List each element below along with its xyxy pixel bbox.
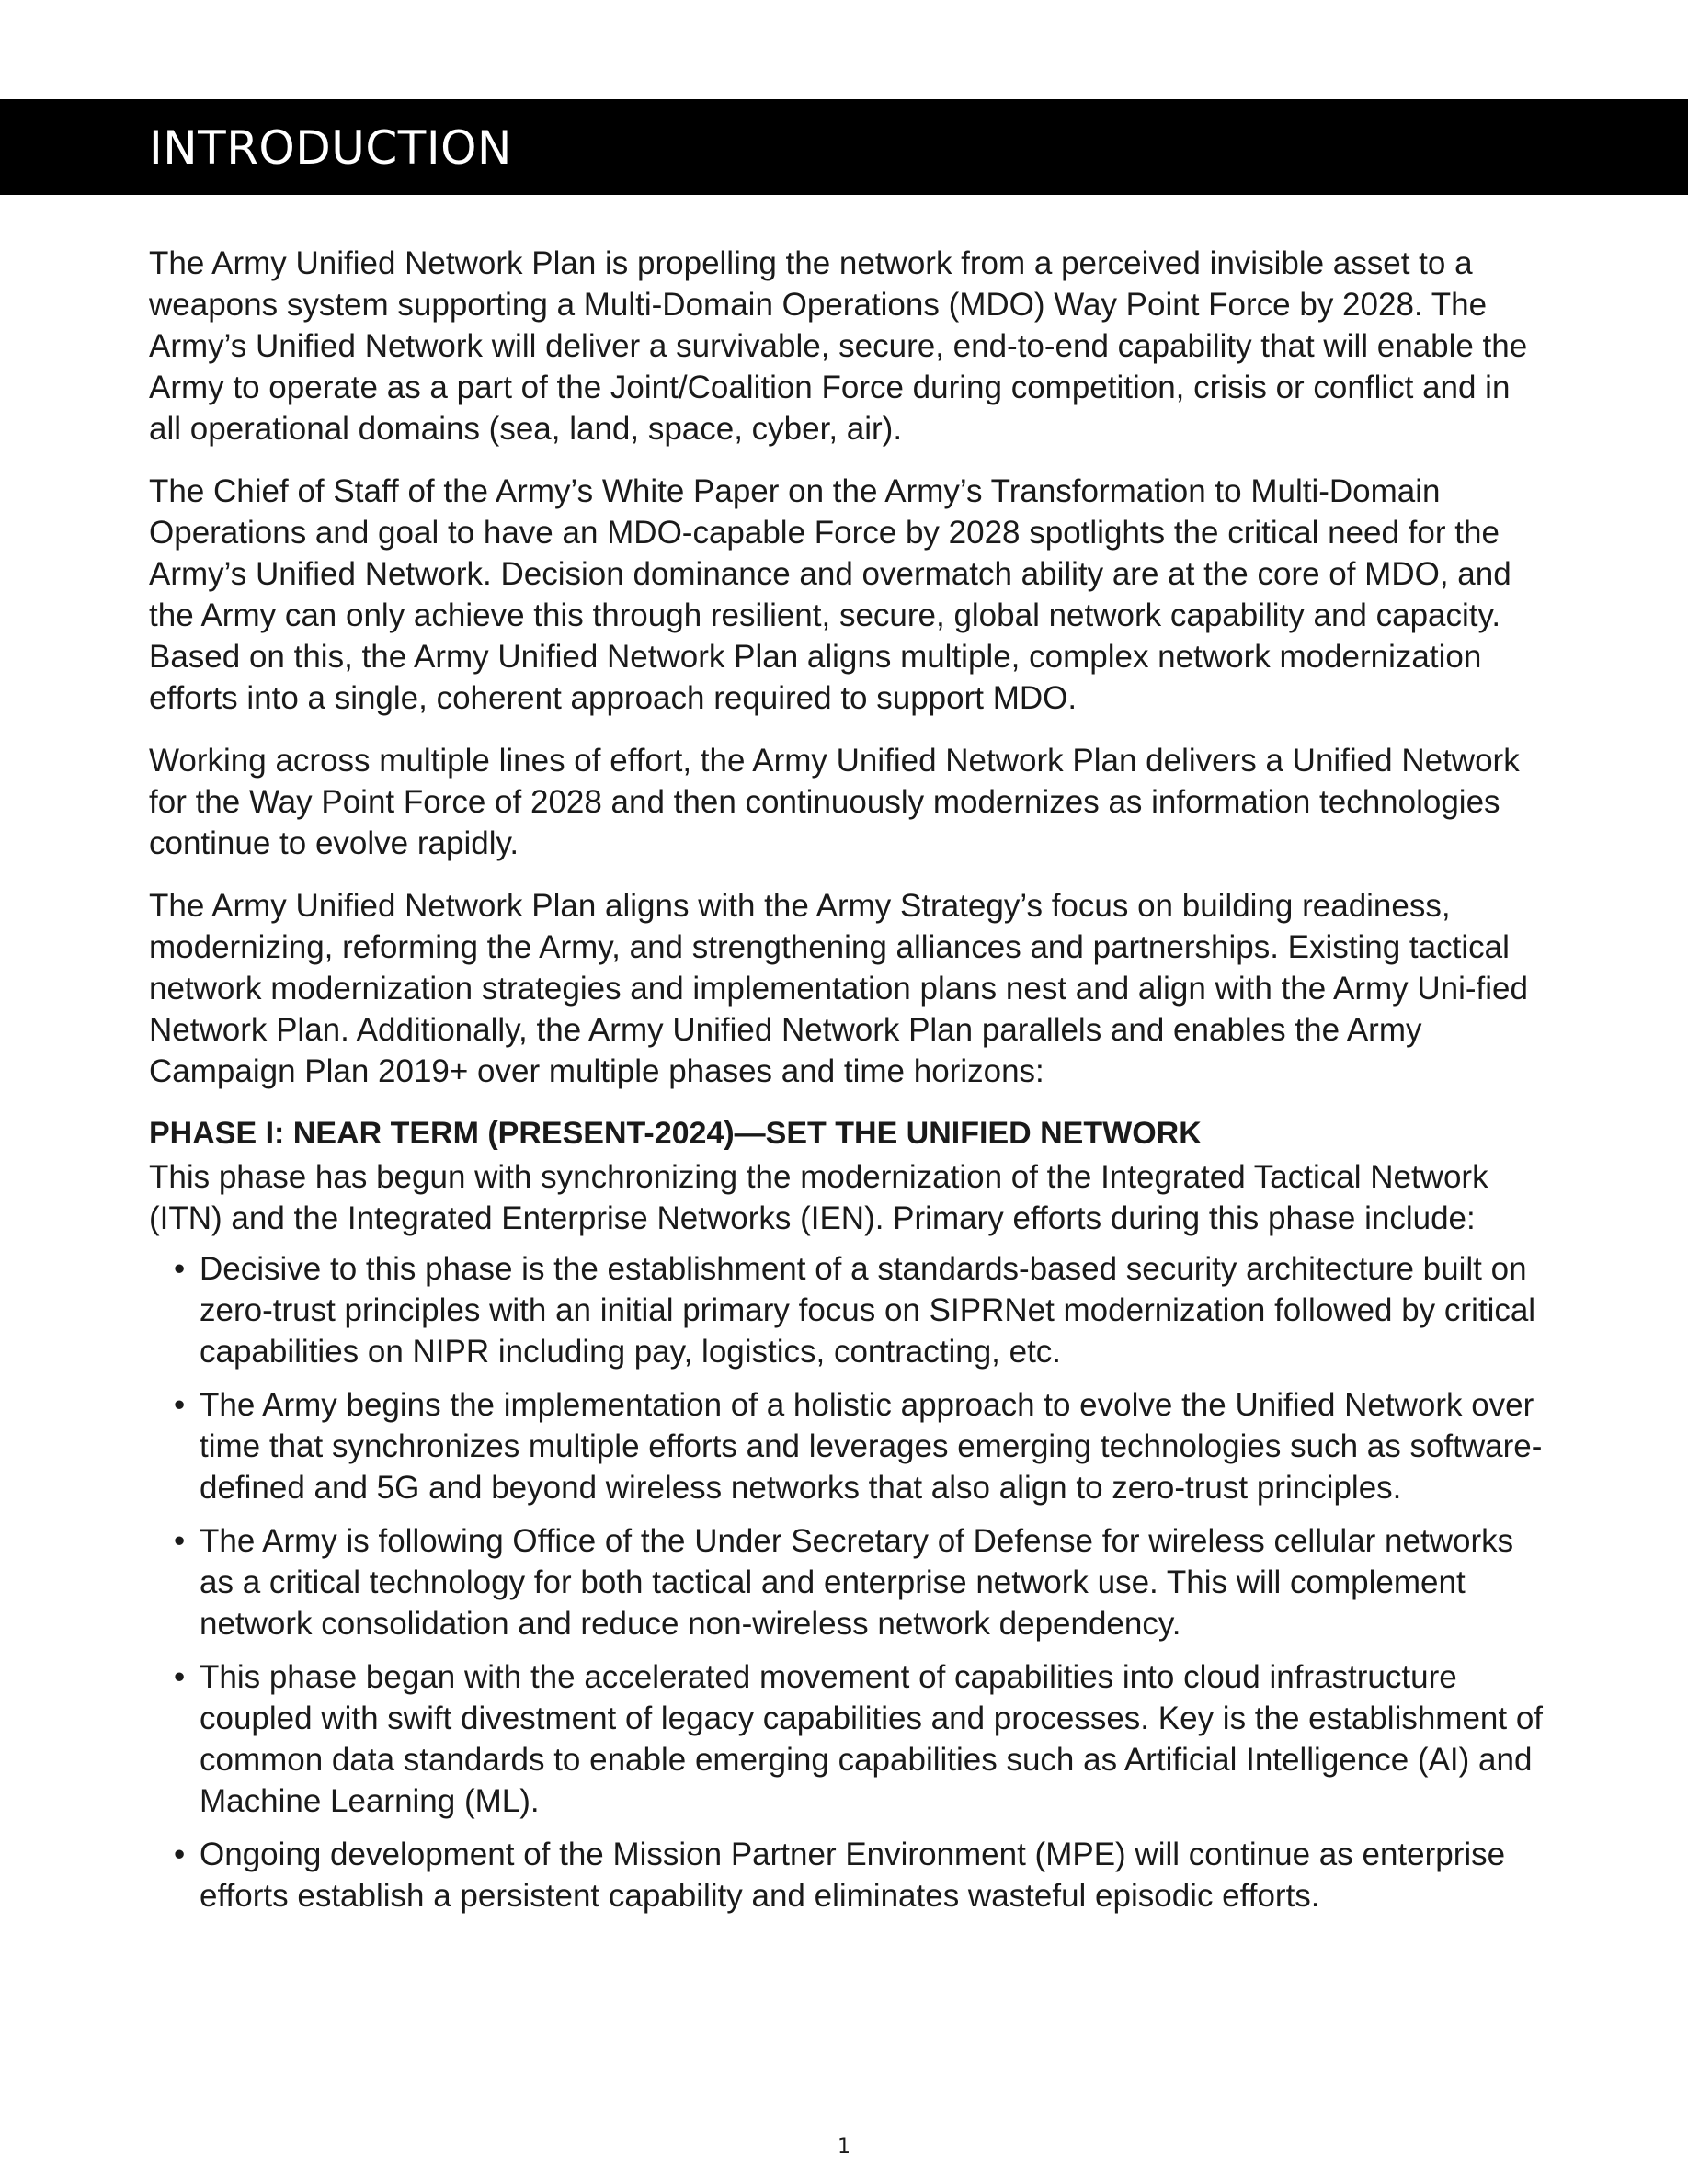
document-body	[149, 243, 1546, 1928]
intro-paragraph-1: The Army Unified Network Plan is propelling the network from a perceived invisible asset to a weapons system supporting a Multi-Domain Operations (MDO) Way Point Force by 2028. The Army’s Unified Network will deliver a survivable, secure, end-to-end capability that will enable the Army to operate as a part of the Joint/Coalition Force during competition, crisis or conflict and in all operational domains (sea, land, space, cyber, air).	[149, 245, 1528, 447]
list-item-text: Ongoing development of the Mission Partner Environment (MPE) will continue as enterprise efforts establish a persistent capability and eliminates wasteful episodic efforts.	[200, 1837, 1506, 1914]
phase-1-bullet-list	[149, 1248, 1546, 1917]
list-item-text: The Army is following Office of the Under Secretary of Defense for wireless cellular networks as a critical technology for both tactical and enterprise network use. This will complement network consolidation and reduce non-wireless network dependency.	[200, 1523, 1514, 1642]
bullet-icon: •	[174, 1251, 186, 1287]
bullet-icon: •	[174, 1387, 186, 1423]
list-item-text: This phase began with the accelerated movement of capabilities into cloud infrastructure coupled with swift divestment of legacy capabilities and processes. Key is the establishment of common data standards to enable emerging capabilities such as Artificial Intelligence (AI) and Machine Learning (ML).	[200, 1659, 1544, 1819]
list-item	[149, 1834, 1546, 1917]
intro-paragraph-4: The Army Unified Network Plan aligns with the Army Strategy’s focus on building readiness, modernizing, reforming the Army, and strengthening alliances and partnerships. Existing tactical network modernization strategies and implementation plans nest and align with the Army Uni-fied Network Plan. Additionally, the Army Unified Network Plan parallels and enables the Army Campaign Plan 2019+ over multiple phases and time horizons:	[149, 888, 1528, 1089]
bullet-icon: •	[174, 1523, 186, 1559]
bullet-icon: •	[174, 1659, 186, 1695]
list-item	[149, 1520, 1546, 1644]
phase-1-intro: This phase has begun with synchronizing the modernization of the Integrated Tactical Network (ITN) and the Integrated Enterprise Networks (IEN). Primary efforts during this phase include:	[149, 1159, 1488, 1236]
list-item	[149, 1656, 1546, 1822]
intro-paragraph-2: The Chief of Staff of the Army’s White Paper on the Army’s Transformation to Multi-Domain Operations and goal to have an MDO-capable Force by 2028 spotlights the critical need for the Army’s Unified Network. Decision dominance and overmatch ability are at the core of MDO, and the Army can only achieve this through resilient, secure, global network capability and capacity. Based on this, the Army Unified Network Plan aligns multiple, complex network modernization efforts into a single, coherent approach required to support MDO.	[149, 473, 1511, 716]
intro-paragraph-3: Working across multiple lines of effort, the Army Unified Network Plan delivers a Unified Network for the Way Point Force of 2028 and then continuously modernizes as information technologies continue to evolve rapidly.	[149, 743, 1520, 861]
section-header-band	[0, 99, 1688, 195]
phase-1-heading: PHASE I: NEAR TERM (PRESENT-2024)—SET THE UNIFIED NETWORK	[149, 1116, 1202, 1151]
bullet-icon: •	[174, 1837, 186, 1872]
section-title: INTRODUCTION	[149, 121, 512, 175]
list-item	[149, 1384, 1546, 1508]
list-item-text: The Army begins the implementation of a holistic approach to evolve the Unified Network over time that synchronizes multiple efforts and leverages emerging technologies such as software-defined and 5G and beyond wireless networks that also align to zero-trust principles.	[200, 1387, 1543, 1506]
page-number: 1	[838, 2135, 850, 2158]
list-item	[149, 1248, 1546, 1372]
list-item-text: Decisive to this phase is the establishment of a standards-based security architecture built on zero-trust principles with an initial primary focus on SIPRNet modernization followed by critical capabilities on NIPR including pay, logistics, contracting, etc.	[200, 1251, 1536, 1370]
